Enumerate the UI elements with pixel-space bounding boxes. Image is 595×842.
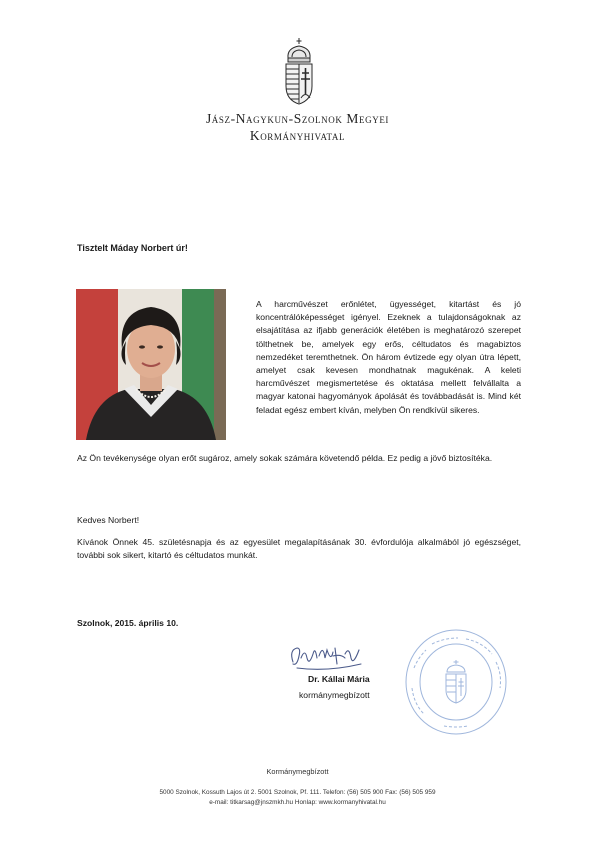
official-stamp: [404, 628, 508, 736]
organization-name-line1: Jász-Nagykun-Szolnok Megyei: [205, 111, 390, 126]
footer-address: 5000 Szolnok, Kossuth Lajos út 2. 5001 Szolnok, Pf. 111. Telefon: (56) 505 900 Fax: (56) 505 959: [159, 789, 436, 796]
date-place: Szolnok, 2015. április 10.: [77, 618, 179, 628]
greeting: Kedves Norbert!: [77, 515, 140, 525]
portrait-photo: [76, 289, 226, 440]
organization-name-line2: Kormányhivatal: [249, 128, 346, 143]
hungarian-coat-of-arms-icon: [281, 36, 317, 106]
footer-contact: e-mail: titkarsag@jnszmkh.hu Honlap: www.kormanyhivatal.hu: [209, 799, 386, 806]
paragraph-activity: Az Ön tevékenysége olyan erőt sugároz, amely sokak számára követendő példa. Ez pedig a jövő biztosítéka.: [77, 453, 493, 463]
signatory-name: Dr. Kállai Mária: [308, 674, 370, 684]
paragraph-wishes: Kívánok Önnek 45. születésnapja és az egyesület megalapításának 30. évfordulója alkalmából jó egészséget, további sok sikert, kitartó és céltudatos munkát.: [77, 537, 521, 561]
paragraph-intro: A harcművészet erőnlétet, ügyességet, kitartást és jó koncentrálóképességet igényel. Ezeknek a tulajdonságoknak az elsajátítása az ifjabb generációk életében is meghatározó szerepet tölthetnek be, amelyek egy erős, céltudatos és magabiztos nemzedéket teremthetnek. Ön három évtizede egy olyan útra lépett, amelyet csak kevesen mondhatnak magukénak. A keleti harcművészet megismertetése és oktatása mellett felvállalta a magyar katonai hagyományok ápolását és továbbadását is. Mind két feladat egész embert kíván, melyben Ön rendkívül sikeres.: [256, 299, 521, 415]
signatory-title: kormánymegbízott: [299, 690, 370, 700]
footer-title: Kormánymegbízott: [266, 767, 329, 776]
salutation: Tisztelt Máday Norbert úr!: [77, 243, 188, 253]
handwritten-signature: [287, 636, 367, 676]
